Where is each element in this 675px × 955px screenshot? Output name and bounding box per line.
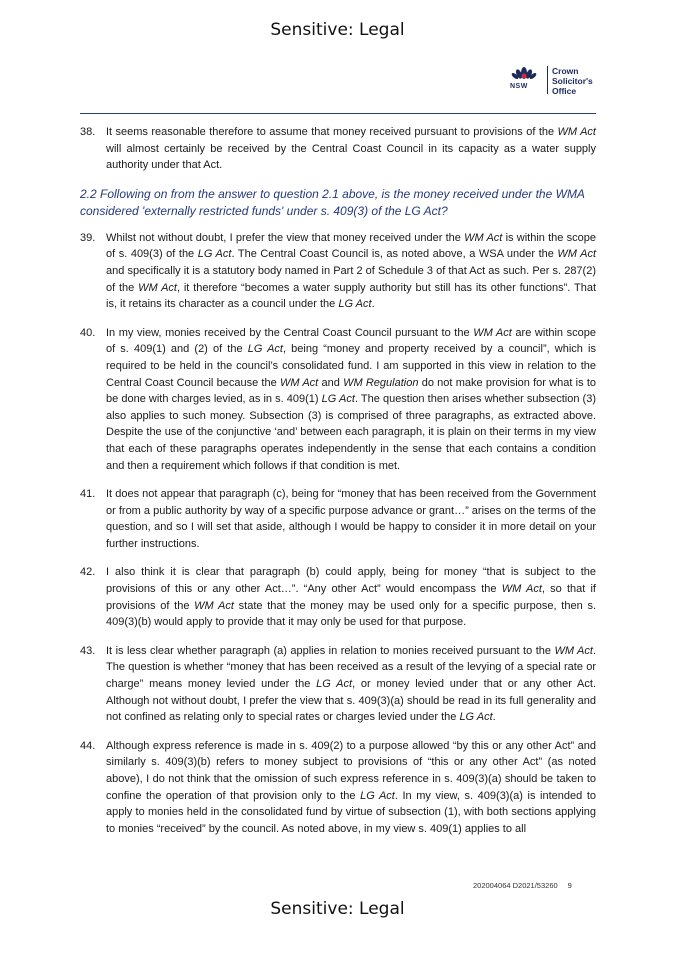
waratah-icon (508, 64, 540, 96)
text-run: will almost certainly be received by the Central Coast Council in its capacity as a water supply authority under that Act. (106, 142, 596, 172)
text-run: , or money levied under that or any other Act. Although not without doubt, I prefer the view that s. 409(3)(a) should be read in its full generality and not confined as relating only to special rates or charges levied under the (106, 678, 596, 724)
text-run: and specifically it is a statutory body named in Part 2 of Schedule 3 of that Act as such. Per s. 287(2) of the (106, 264, 596, 294)
paragraph-41 (80, 486, 596, 552)
paragraph-40 (80, 325, 596, 474)
text-run: Although express reference is made in s. 409(2) to a purpose allowed “by this or any other Act” and similarly s. 409(3)(b) refers to money subject to provisions of “this or any other Act” (as noted above), I do not think that the omission of such express reference in s. 409(3)(a) should be taken to confine the operation of that provision only to the (106, 739, 596, 802)
org-line-2: Solicitor's (552, 76, 593, 86)
paragraph-number: 43. (80, 644, 96, 657)
paragraph-number: 42. (80, 566, 96, 579)
text-run: and (318, 376, 344, 389)
header-rule (80, 113, 596, 114)
page-number: 9 (567, 881, 572, 890)
act-citation: LG Act (338, 298, 372, 311)
text-run: Whilst not without doubt, I prefer the view that money received under the (106, 231, 465, 244)
act-citation: WM Act (194, 599, 234, 612)
document-body (80, 124, 596, 849)
sensitivity-banner-bottom: Sensitive: Legal (270, 899, 405, 919)
text-run: . The Central Coast Council is, as noted above, a WSA under the (231, 248, 558, 261)
act-citation: WM Act (464, 231, 503, 244)
act-citation: WM Act (557, 248, 596, 261)
act-citation: WM Regulation (343, 376, 419, 389)
act-citation: LG Act (459, 711, 493, 724)
act-citation: WM Act (557, 126, 596, 138)
text-run: are within scope of s. 409(1) and (2) of the (106, 326, 597, 356)
text-run: . The question is whether “money that has been received as a result of the levying of a special rate or charge” means money levied under the (106, 644, 596, 691)
paragraph-number: 44. (80, 739, 96, 752)
act-citation: LG Act (321, 393, 355, 406)
text-run: , being “money and property received by a council”, which is required to be held in the council’s consolidated fund. I am supported in this view in relation to the Central Coast Council because the (106, 343, 596, 389)
text-run: , it therefore “becomes a water supply authority but still has its other functions”. That is, it retains its character as a council under the (106, 281, 596, 311)
act-citation: LG Act (360, 789, 395, 802)
text-run: . The question then arises whether subsection (3) also applies to such money. Subsection (3) is comprised of three paragraphs, as extracted above. Despite the use of the conjunctive ‘and’ between each paragraph, it is plain on their terms in my view that each of these paragraphs operates independently in the sense that each contains a condition and then a requirement which follows if that condition is met. (106, 393, 596, 472)
act-citation: WM Act (554, 644, 593, 657)
document-reference (473, 881, 572, 890)
paragraph-39 (80, 230, 596, 313)
text-run: I also think it is clear that paragraph (b) could apply, being for money “that is subject to the provisions of this or any other Act…”. “Any other Act” would encompass the (106, 566, 596, 596)
org-line-3: Office (552, 86, 577, 96)
paragraph-number: 40. (80, 326, 96, 339)
text-run: . (371, 298, 375, 311)
organisation-name (552, 66, 593, 96)
crown-solicitors-office-logo (508, 64, 608, 96)
text-run: . In my view, s. 409(3)(a) is intended to apply to monies held in the consolidated fund by virtue of subsection (1), with both sections applying to monies “received” by the council. As noted above, in my view s. 409(1) applies to all (106, 789, 596, 835)
section-heading: 2.2 Following on from the answer to question 2.1 above, is the money received under the WMA considered 'externally restricted funds' under s. 409(3) of the LG Act? (80, 186, 585, 218)
text-run: . (492, 711, 496, 724)
text-run: In my view, monies received by the Central Coast Council pursuant to the (106, 326, 474, 339)
paragraph-43 (80, 643, 596, 726)
act-citation: LG Act (197, 248, 232, 261)
paragraph-42 (80, 564, 596, 630)
act-citation: WM Act (501, 583, 542, 596)
act-citation: LG Act (247, 343, 283, 356)
text-run: , so that if provisions of the (106, 583, 596, 612)
act-citation: WM Act (279, 376, 319, 389)
sensitivity-banner-top: Sensitive: Legal (270, 20, 405, 40)
logo-divider (547, 66, 548, 94)
document-id: 202004064 D2021/53260 (473, 881, 558, 890)
text-run: It is less clear whether paragraph (a) applies in relation to monies received pursuant to the (106, 644, 555, 657)
paragraph-number: 38. (80, 126, 96, 138)
paragraph-number: 41. (80, 488, 96, 501)
text-run: It does not appear that paragraph (c), being for “money that has been received from the Government or from a public authority by way of a specific purpose advance or grant…” arises on the terms of the question, and so I will set that aside, although I would be happy to consider it in more detail on your further instructions. (106, 488, 596, 550)
paragraph-44 (80, 738, 596, 838)
act-citation: WM Act (138, 281, 177, 294)
text-run: state that the money may be used only for a specific purpose, then s. 409(3)(b) would apply to provide that it may only be used for that purpose. (106, 599, 596, 629)
act-citation: LG Act (316, 678, 353, 691)
text-run: It seems reasonable therefore to assume that money received pursuant to provisions of the (106, 126, 558, 138)
paragraph-38 (80, 124, 596, 174)
text-run: is within the scope of s. 409(3) of the (106, 231, 597, 261)
paragraph-number: 39. (80, 231, 96, 244)
org-line-1: Crown (552, 66, 579, 76)
nsw-wordmark: NSW (510, 83, 528, 90)
act-citation: WM Act (473, 326, 512, 339)
text-run: do not make provision for what is to be done with charges levied, as in s. 409(1) (106, 376, 597, 406)
